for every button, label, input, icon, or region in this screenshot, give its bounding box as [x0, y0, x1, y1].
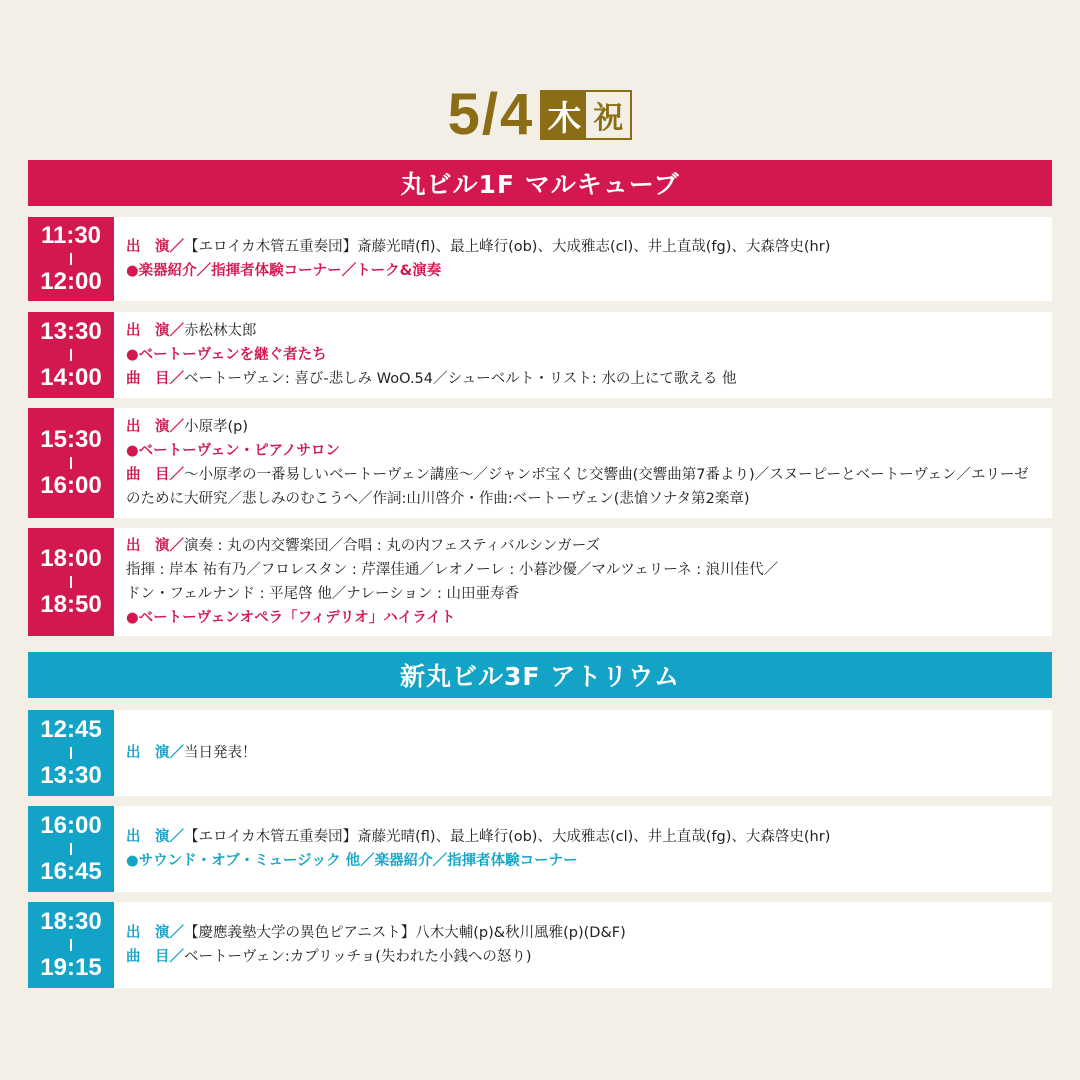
end-time: 16:00: [40, 472, 102, 499]
event-details: [114, 408, 1052, 518]
start-time: 13:30: [40, 318, 102, 345]
event-highlight: ●ベートーヴェン・ピアノサロン: [126, 443, 340, 459]
end-time: 18:50: [40, 591, 102, 618]
event-highlight: ●ベートーヴェンオペラ「フィデリオ」ハイライト: [126, 610, 456, 626]
event-row: [28, 710, 1052, 796]
end-time: 16:45: [40, 858, 102, 885]
venue-header-marucube: 丸ビル1F マルキューブ: [28, 160, 1052, 206]
program-text: ベートーヴェン: 喜び-悲しみ WoO.54／シューベルト・リスト: 水の上にて歌える 他: [184, 371, 737, 387]
end-time: 13:30: [40, 762, 102, 789]
time-separator: [70, 576, 72, 588]
program-label: 曲 目／: [126, 371, 184, 387]
time-separator: [70, 253, 72, 265]
performers-text: 演奏 : 丸の内交響楽団／合唱 : 丸の内フェスティバルシンガーズ: [184, 538, 601, 554]
performers-text: 【エロイカ木管五重奏団】斎藤光晴(fl)、最上峰行(ob)、大成雅志(cl)、井上直哉(fg)、大森啓史(hr): [184, 239, 831, 255]
date-header: [0, 82, 1080, 147]
program-text: ベートーヴェン:カプリッチョ(失われた小銭への怒り): [184, 949, 532, 965]
time-block: [28, 217, 114, 301]
program-text: ～小原孝の一番易しいベートーヴェン講座～／ジャンボ宝くじ交響曲(交響曲第7番より)／スヌーピーとベートーヴェン／エリーゼのために大研究／悲しみのむこうへ／作詞:山川啓介・作曲:ベートーヴェン(悲愴ソナタ第2楽章): [126, 467, 1029, 507]
performers-label: 出 演／: [126, 829, 184, 845]
performers-text-2: 指揮 : 岸本 祐有乃／フロレスタン : 芹澤佳通／レオノーレ : 小暮沙優／マルツェリーネ : 浪川佳代／: [126, 562, 779, 578]
performers-text: 【慶應義塾大学の異色ピアニスト】八木大輔(p)&秋川風雅(p)(D&F): [184, 925, 626, 941]
event-details: [114, 528, 1052, 636]
performers-text: 当日発表！: [184, 745, 257, 761]
performers-label: 出 演／: [126, 323, 184, 339]
start-time: 11:30: [40, 222, 102, 249]
event-details: [114, 217, 1052, 301]
performers-label: 出 演／: [126, 745, 184, 761]
performers-text: 赤松林太郎: [184, 323, 257, 339]
end-time: 12:00: [40, 268, 102, 295]
start-time: 18:00: [40, 545, 102, 572]
date-text: 5/4: [447, 82, 535, 147]
performers-text-3: ドン・フェルナンド : 平尾啓 他／ナレーション : 山田亜寿香: [126, 586, 519, 602]
performers-text: 小原孝(p): [184, 419, 249, 435]
performers-label: 出 演／: [126, 239, 184, 255]
time-block: [28, 902, 114, 988]
start-time: 12:45: [40, 716, 102, 743]
event-highlight: ●楽器紹介／指揮者体験コーナー／トーク&演奏: [126, 263, 442, 279]
time-separator: [70, 747, 72, 759]
start-time: 18:30: [40, 908, 102, 935]
time-block: [28, 312, 114, 398]
time-separator: [70, 843, 72, 855]
end-time: 19:15: [40, 954, 102, 981]
day-badge: [540, 90, 632, 140]
performers-label: 出 演／: [126, 925, 184, 941]
holiday-badge: 祝: [586, 92, 630, 138]
start-time: 16:00: [40, 812, 102, 839]
end-time: 14:00: [40, 364, 102, 391]
event-highlight: ●ベートーヴェンを継ぐ者たち: [126, 347, 327, 363]
start-time: 15:30: [40, 426, 102, 453]
performers-label: 出 演／: [126, 419, 184, 435]
event-row: [28, 902, 1052, 988]
time-separator: [70, 939, 72, 951]
event-details: [114, 806, 1052, 892]
time-block: [28, 528, 114, 636]
time-separator: [70, 349, 72, 361]
program-label: 曲 目／: [126, 467, 184, 483]
venue-header-atrium: 新丸ビル3F アトリウム: [28, 652, 1052, 698]
event-details: [114, 902, 1052, 988]
program-label: 曲 目／: [126, 949, 184, 965]
event-highlight: ●サウンド・オブ・ミュージック 他／楽器紹介／指揮者体験コーナー: [126, 853, 578, 869]
event-row: [28, 217, 1052, 301]
performers-label: 出 演／: [126, 538, 184, 554]
event-row: [28, 528, 1052, 636]
weekday-badge: 木: [542, 92, 586, 138]
time-block: [28, 806, 114, 892]
event-row: [28, 408, 1052, 518]
time-separator: [70, 457, 72, 469]
time-block: [28, 408, 114, 518]
time-block: [28, 710, 114, 796]
performers-text: 【エロイカ木管五重奏団】斎藤光晴(fl)、最上峰行(ob)、大成雅志(cl)、井上直哉(fg)、大森啓史(hr): [184, 829, 831, 845]
event-row: [28, 806, 1052, 892]
event-details: [114, 312, 1052, 398]
event-details: [114, 710, 1052, 796]
event-row: [28, 312, 1052, 398]
